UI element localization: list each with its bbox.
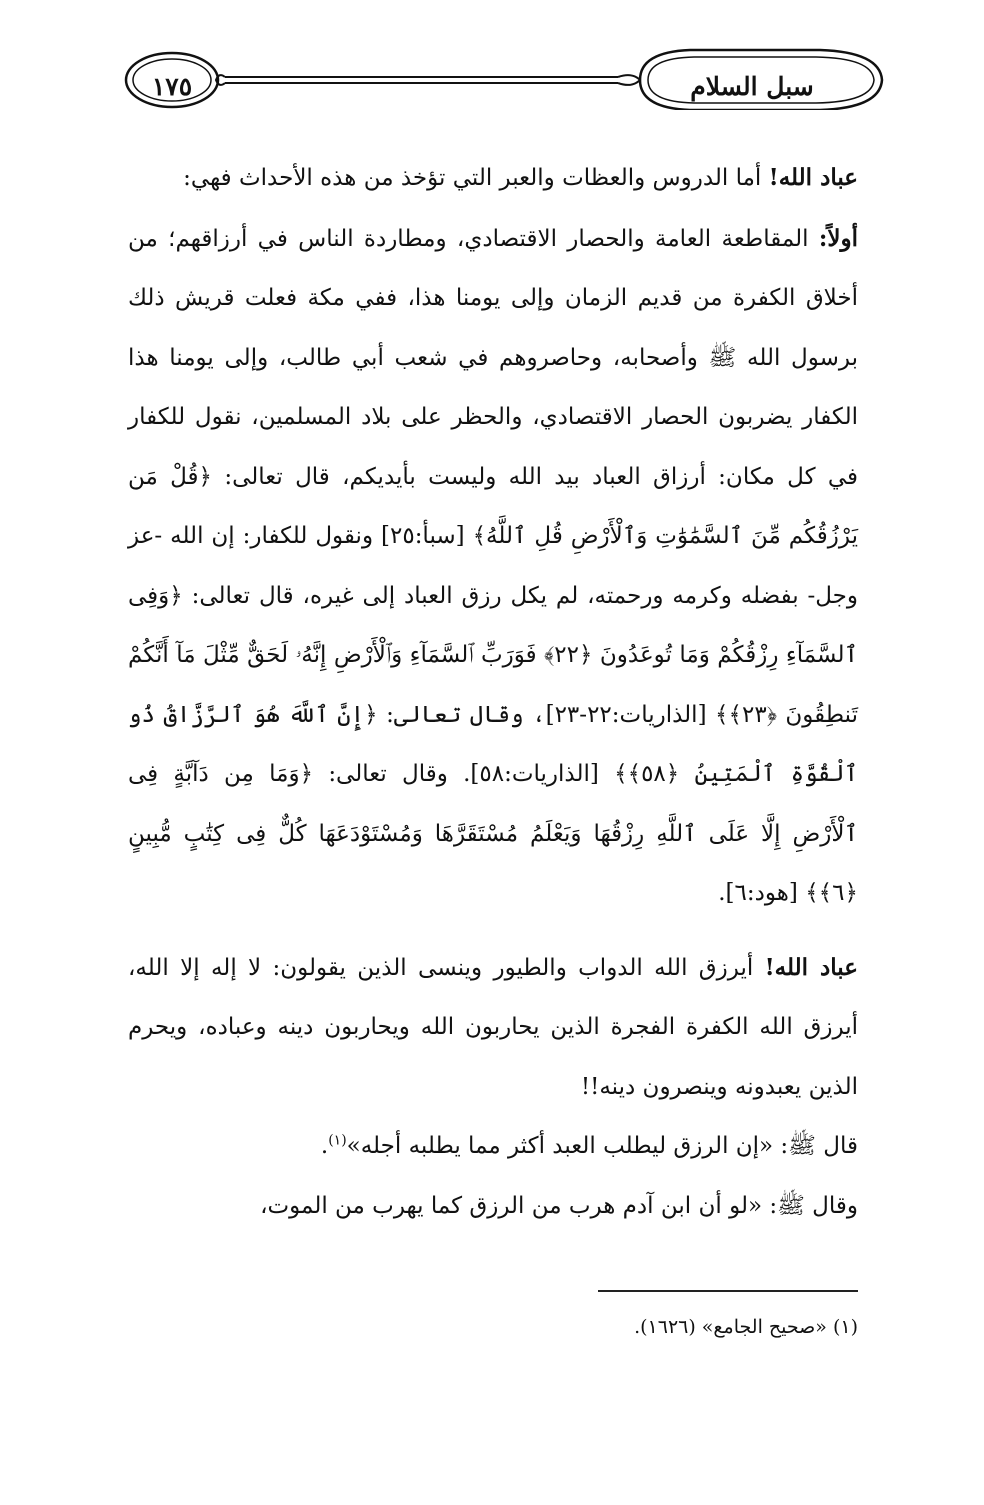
text-line: أيرزق الله الدواب والطيور وينسى الذين يقولون: لا إله إلا (180, 954, 754, 981)
paragraph-first-lesson (128, 209, 858, 924)
paragraph-hadith-1 (128, 1117, 858, 1177)
main-text (128, 148, 858, 1236)
text-line: ويحرم الذين يعبدونه وينصرون دينه!! (128, 1014, 858, 1100)
text-line: كِتَٰبٍ مُّبِينٍ ﴿٦﴾﴾ [هود:٦]. (128, 820, 858, 906)
text-line: ذلك برسول الله ﷺ وأصحابه، وحاصروهم في شعب أبي طالب، وإلى (128, 285, 858, 371)
text-line: ﴿وَمَا مِن دَآبَّةٍ فِى ٱلْأَرْضِ إِلَّا عَلَى ٱللَّهِ رِزْقُهَا وَيَعْلَمُ مُسْتَقَرَّهَا وَمُسْتَوْدَعَهَا كُلٌّ فِى (128, 761, 859, 847)
page-header (0, 0, 984, 110)
text-line: من أخلاق الكفرة من قديم الزمان وإلى يومنا هذا، ففي مكة فعلت قريش (128, 225, 859, 311)
text-line: [سبأ:٢٥] ونقول للكفار: إن الله -عز وجل- بفضله وكرمه ورحمته، لم يكل (128, 523, 859, 609)
paragraph-provision (128, 938, 858, 1118)
paragraph-lead: أولاً: (818, 224, 859, 252)
page-number: ١٧٥ (151, 72, 193, 101)
text-line: المقاطعة العامة والحصار الاقتصادي، ومطاردة الناس في أرزاقهم؛ (168, 225, 809, 252)
text-line: المسلمين، نقول للكفار في كل مكان: أرزاق العباد بيد الله وليست (128, 404, 859, 490)
text-punctuation: . (320, 1133, 329, 1159)
text-line: يومنا هذا الكفار يضربون الحصار الاقتصادي، والحظر على بلاد (128, 344, 859, 430)
footnote: (١) «صحيح الجامع» (١٦٢٦). (634, 1316, 858, 1338)
text-line: أما الدروس والعظات والعبر التي تؤخذ من هذه الأحداث فهي: (183, 165, 762, 191)
text-line: رزق العباد إلى غيره، قال تعالى: ﴿وَفِى ٱلسَّمَآءِ رِزْقُكُمْ وَمَا تُوعَدُونَ ﴿٢٢﴾ فَوَرَبِّ (128, 582, 859, 668)
paragraph-lead: عباد الله! (768, 164, 858, 191)
text-line: ٱلسَّمَآءِ وَٱلْأَرْضِ إِنَّهُۥ لَحَقٌّ مِّثْلَ مَآ أَنَّكُمْ تَنطِقُونَ ﴿٢٣﴾﴾ [الذاريات:٢٢-٢٣]، وقال (128, 642, 859, 728)
footnote-marker[interactable]: (١) (328, 1132, 347, 1149)
text-line: قال ﷺ: «إن الرزق ليطلب العبد أكثر مما يطلبه أجله» (346, 1133, 858, 1159)
text-line: وقال ﷺ: «لو أن ابن آدم هرب من الرزق كما يهرب من الموت، (260, 1192, 858, 1219)
text-line: الله، أيرزق الله الكفرة الفجرة الذين يحاربون الله ويحاربون دينه وعباده، (128, 954, 858, 1040)
paragraph-intro (128, 148, 858, 209)
text-line: تعالى: ﴿إِنَّ ٱللَّهَ هُوَ ٱلرَّزَّاقُ ذُو ٱلْقُوَّةِ ٱلْمَتِينُ ﴿٥٨﴾﴾ [الذاريات:٥٨]. وقال تعالى: (128, 701, 859, 787)
book-title: سبل السلام (690, 72, 814, 101)
paragraph-hadith-2 (128, 1177, 858, 1237)
footnote-divider (598, 1290, 858, 1292)
paragraph-lead: عباد الله! (764, 953, 858, 981)
text-line: بأيديكم، قال تعالى: ﴿قُلْ مَن يَرْزُقُكُم مِّنَ ٱلسَّمَٰوَٰتِ وَٱلْأَرْضِ قُلِ ٱللَّهُ﴾ (128, 463, 858, 549)
